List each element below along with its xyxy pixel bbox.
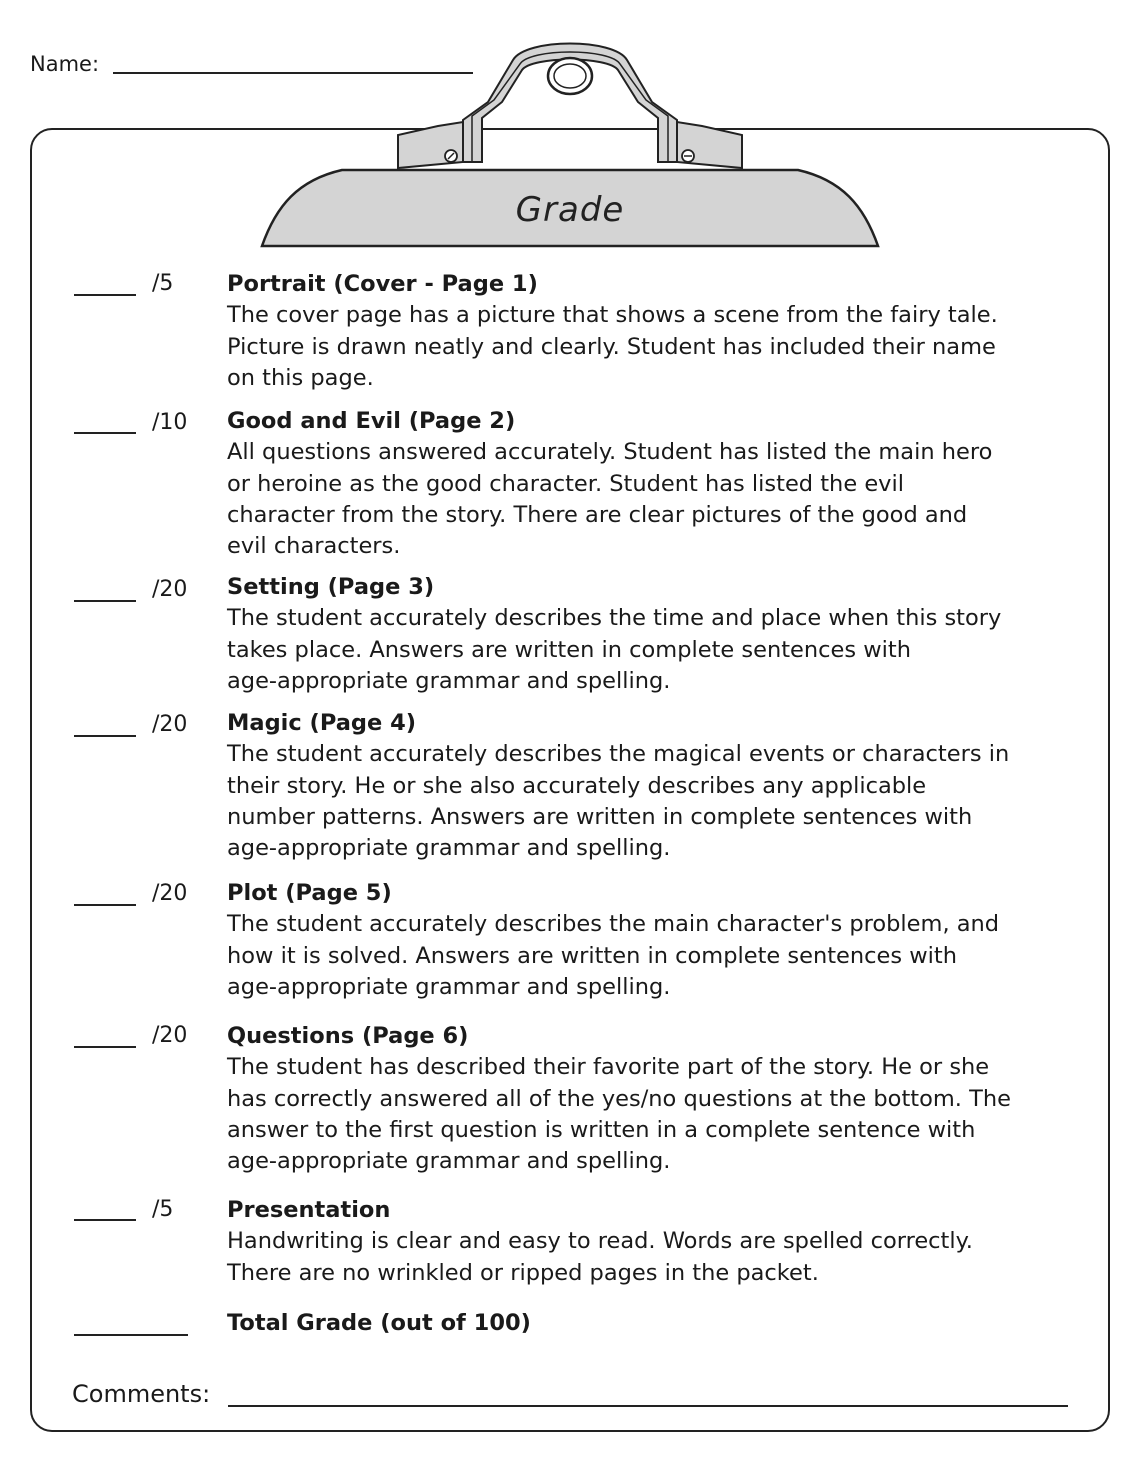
- criterion-questions: [227, 1021, 1107, 1177]
- points-setting: /20: [152, 577, 188, 602]
- criterion-line: There are no wrinkled or ripped pages in the packet.: [227, 1259, 819, 1286]
- criterion-setting: [227, 572, 1107, 697]
- criterion-title: Portrait (Cover - Page 1): [227, 271, 538, 297]
- clipboard-title: Grade: [515, 190, 625, 230]
- criterion-magic: [227, 708, 1107, 864]
- total-grade-blank[interactable]: [74, 1334, 188, 1336]
- criterion-title: Magic (Page 4): [227, 710, 417, 736]
- blank-plot[interactable]: [74, 904, 136, 906]
- name-label: Name:: [30, 52, 100, 76]
- criterion-line: evil characters.: [227, 533, 401, 560]
- criterion-line: The student has described their favorite part of the story. He or she: [227, 1054, 990, 1081]
- blank-magic[interactable]: [74, 735, 136, 737]
- points-magic: /20: [152, 712, 188, 737]
- criterion-line: on this page.: [227, 364, 374, 391]
- blank-presentation[interactable]: [74, 1219, 136, 1221]
- criterion-line: age-appropriate grammar and spelling.: [227, 835, 671, 862]
- criterion-line: age-appropriate grammar and spelling.: [227, 1148, 671, 1175]
- criterion-line: how it is solved. Answers are written in complete sentences with: [227, 942, 957, 969]
- criterion-line: The student accurately describes the magical events or characters in: [227, 741, 1010, 768]
- criterion-title: Presentation: [227, 1197, 391, 1223]
- criterion-title: Questions (Page 6): [227, 1023, 469, 1049]
- points-good-and-evil: /10: [152, 410, 188, 435]
- criterion-line: age-appropriate grammar and spelling.: [227, 667, 671, 694]
- criterion-line: age-appropriate grammar and spelling.: [227, 973, 671, 1000]
- criterion-portrait: [227, 269, 1107, 394]
- criterion-line: The cover page has a picture that shows a scene from the fairy tale.: [227, 302, 998, 329]
- criterion-line: or heroine as the good character. Student has listed the evil: [227, 470, 904, 497]
- blank-setting[interactable]: [74, 600, 136, 602]
- total-grade-label: Total Grade (out of 100): [227, 1310, 531, 1336]
- points-presentation: /5: [152, 1197, 174, 1222]
- points-portrait: /5: [152, 271, 174, 296]
- criterion-line: has correctly answered all of the yes/no questions at the bottom. The: [227, 1085, 1011, 1112]
- criterion-title: Plot (Page 5): [227, 880, 392, 906]
- points-plot: /20: [152, 881, 188, 906]
- blank-good-and-evil[interactable]: [74, 432, 136, 434]
- criterion-line: takes place. Answers are written in complete sentences with: [227, 636, 911, 663]
- criterion-title: Good and Evil (Page 2): [227, 408, 516, 434]
- points-questions: /20: [152, 1023, 188, 1048]
- criterion-plot: [227, 878, 1107, 1003]
- criterion-line: The student accurately describes the main character's problem, and: [227, 911, 1000, 938]
- criterion-line: All questions answered accurately. Student has listed the main hero: [227, 439, 993, 466]
- comments-label: Comments:: [72, 1380, 211, 1408]
- criterion-line: their story. He or she also accurately describes any applicable: [227, 772, 927, 799]
- criterion-line: answer to the first question is written in a complete sentence with: [227, 1116, 976, 1143]
- blank-portrait[interactable]: [74, 294, 136, 296]
- criterion-line: character from the story. There are clear pictures of the good and: [227, 501, 968, 528]
- criterion-presentation: [227, 1195, 1107, 1289]
- criterion-line: Picture is drawn neatly and clearly. Student has included their name: [227, 333, 996, 360]
- criterion-line: Handwriting is clear and easy to read. Words are spelled correctly.: [227, 1228, 973, 1255]
- criterion-line: The student accurately describes the time and place when this story: [227, 605, 1002, 632]
- criterion-title: Setting (Page 3): [227, 574, 435, 600]
- criterion-line: number patterns. Answers are written in complete sentences with: [227, 803, 973, 830]
- criterion-good-and-evil: [227, 406, 1107, 562]
- comments-blank-line[interactable]: [228, 1405, 1068, 1407]
- blank-questions[interactable]: [74, 1046, 136, 1048]
